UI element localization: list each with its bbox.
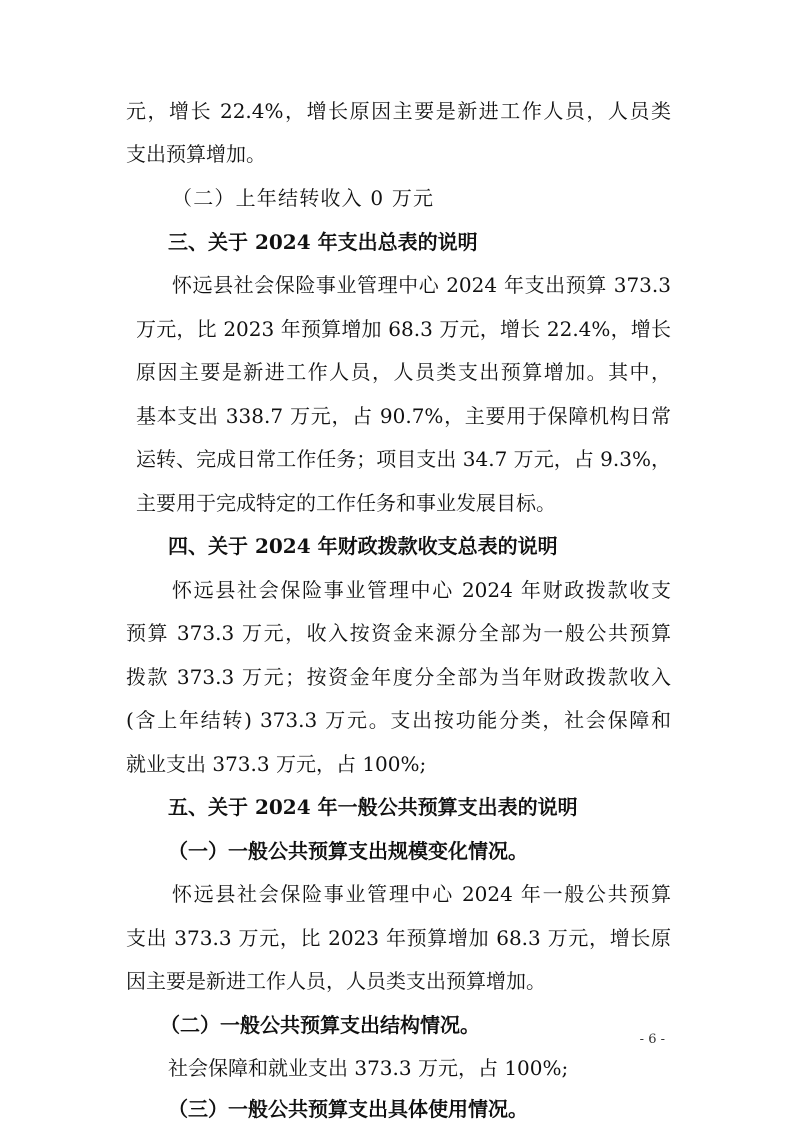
paragraph-line: 万元，比 2023 年预算增加 68.3 万元，增长 22.4%，增长: [136, 317, 671, 341]
paragraph-line: 基本支出 338.7 万元，占 90.7%，主要用于保障机构日常: [136, 404, 671, 428]
paragraph-line: 支出预算增加。: [126, 142, 266, 166]
sub-heading: （二）上年结转收入 0 万元: [172, 186, 435, 210]
paragraph-line: 社会保障和就业支出 373.3 万元，占 100%;: [168, 1056, 569, 1080]
paragraph-line: 怀远县社会保险事业管理中心 2024 年财政拨款收支: [172, 578, 671, 602]
paragraph-line: 怀远县社会保险事业管理中心 2024 年支出预算 373.3: [172, 273, 671, 297]
sub-heading: （三）一般公共预算支出具体使用情况。: [168, 1097, 528, 1121]
page-number: - 6 -: [639, 1032, 665, 1047]
paragraph-line: 元，增长 22.4%，增长原因主要是新进工作人员，人员类: [126, 99, 671, 123]
paragraph-line: 运转、完成日常工作任务；项目支出 34.7 万元，占 9.3%，: [136, 447, 671, 471]
paragraph-line: 支出 373.3 万元，比 2023 年预算增加 68.3 万元，增长原: [126, 926, 671, 950]
section-heading: 三、关于 2024 年支出总表的说明: [168, 230, 478, 254]
sub-heading: （一）一般公共预算支出规模变化情况。: [168, 839, 528, 863]
paragraph-line: 预算 373.3 万元，收入按资金来源分全部为一般公共预算: [126, 621, 671, 645]
paragraph-line: 主要用于完成特定的工作任务和事业发展目标。: [136, 491, 556, 515]
sub-heading: （二）一般公共预算支出结构情况。: [160, 1013, 480, 1037]
paragraph-line: 因主要是新进工作人员，人员类支出预算增加。: [126, 969, 546, 993]
section-heading: 四、关于 2024 年财政拨款收支总表的说明: [168, 534, 558, 558]
paragraph-line: 怀远县社会保险事业管理中心 2024 年一般公共预算: [172, 882, 671, 906]
paragraph-line: 原因主要是新进工作人员，人员类支出预算增加。其中，: [136, 360, 671, 384]
paragraph-line: (含上年结转) 373.3 万元。支出按功能分类，社会保障和: [126, 708, 671, 732]
paragraph-line: 就业支出 373.3 万元，占 100%;: [126, 752, 427, 776]
paragraph-line: 拨款 373.3 万元；按资金年度分全部为当年财政拨款收入: [126, 665, 671, 689]
section-heading: 五、关于 2024 年一般公共预算支出表的说明: [168, 795, 578, 819]
